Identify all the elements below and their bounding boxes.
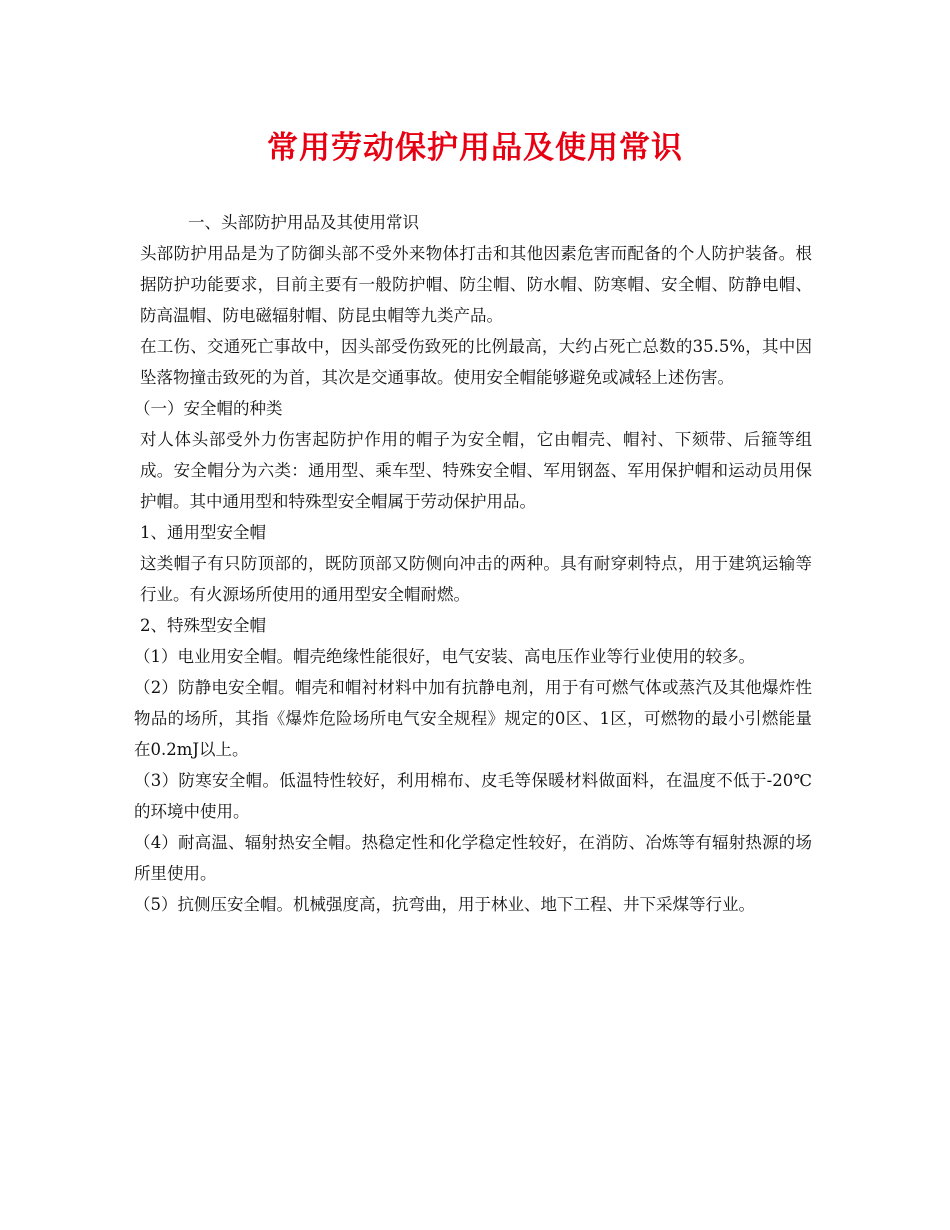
subheading-general-helmet: 1、通用型安全帽 [140, 523, 266, 542]
document-title: 常用劳动保护用品及使用常识 [267, 130, 683, 166]
list-item-antistatic-helmet: （2）防静电安全帽。帽壳和帽衬材料中加有抗静电剂，用于有可燃气体或蒸汽及其他爆炸性物品的场所，其指《爆炸危险场所电气安全规程》规定的0区、1区，可燃物的最小引燃能量在0.2mJ以上。 [134, 678, 812, 759]
paragraph-head-protection-intro: 头部防护用品是为了防御头部不受外来物体打击和其他因素危害而配备的个人防护装备。根据防护功能要求，目前主要有一般防护帽、防尘帽、防水帽、防寒帽、安全帽、防静电帽、防高温帽、防电磁辐射帽、防昆虫帽等九类产品。 [140, 244, 812, 325]
list-item-cold-proof-helmet: （3）防寒安全帽。低温特性较好，利用棉布、皮毛等保暖材料做面料，在温度不低于-20℃的环境中使用。 [134, 771, 812, 821]
list-item-electrical-helmet: （1）电业用安全帽。帽壳绝缘性能很好，电气安装、高电压作业等行业使用的较多。 [134, 647, 755, 666]
paragraph-helmet-definition: 对人体头部受外力伤害起防护作用的帽子为安全帽，它由帽壳、帽衬、下颏带、后箍等组成。安全帽分为六类：通用型、乘车型、特殊安全帽、军用钢盔、军用保护帽和运动员用保护帽。其中通用型和特殊型安全帽属于劳动保护用品。 [140, 430, 812, 511]
paragraph-accident-statistics: 在工伤、交通死亡事故中，因头部受伤致死的比例最高，大约占死亡总数的35.5%，其中因坠落物撞击致死的为首，其次是交通事故。使用安全帽能够避免或减轻上述伤害。 [140, 337, 812, 387]
document-body [134, 207, 812, 920]
subheading-helmet-types: （一）安全帽的种类 [134, 399, 283, 418]
list-item-side-pressure-helmet: （5）抗侧压安全帽。机械强度高，抗弯曲，用于林业、地下工程、井下采煤等行业。 [134, 895, 755, 914]
paragraph-general-helmet: 这类帽子有只防顶部的，既防顶部又防侧向冲击的两种。具有耐穿刺特点，用于建筑运输等行业。有火源场所使用的通用型安全帽耐燃。 [140, 554, 812, 604]
section-heading-head-protection: 一、头部防护用品及其使用常识 [188, 213, 419, 232]
subheading-special-helmet: 2、特殊型安全帽 [140, 616, 266, 635]
list-item-heat-resistant-helmet: （4）耐高温、辐射热安全帽。热稳定性和化学稳定性较好，在消防、冶炼等有辐射热源的场所里使用。 [134, 833, 812, 883]
